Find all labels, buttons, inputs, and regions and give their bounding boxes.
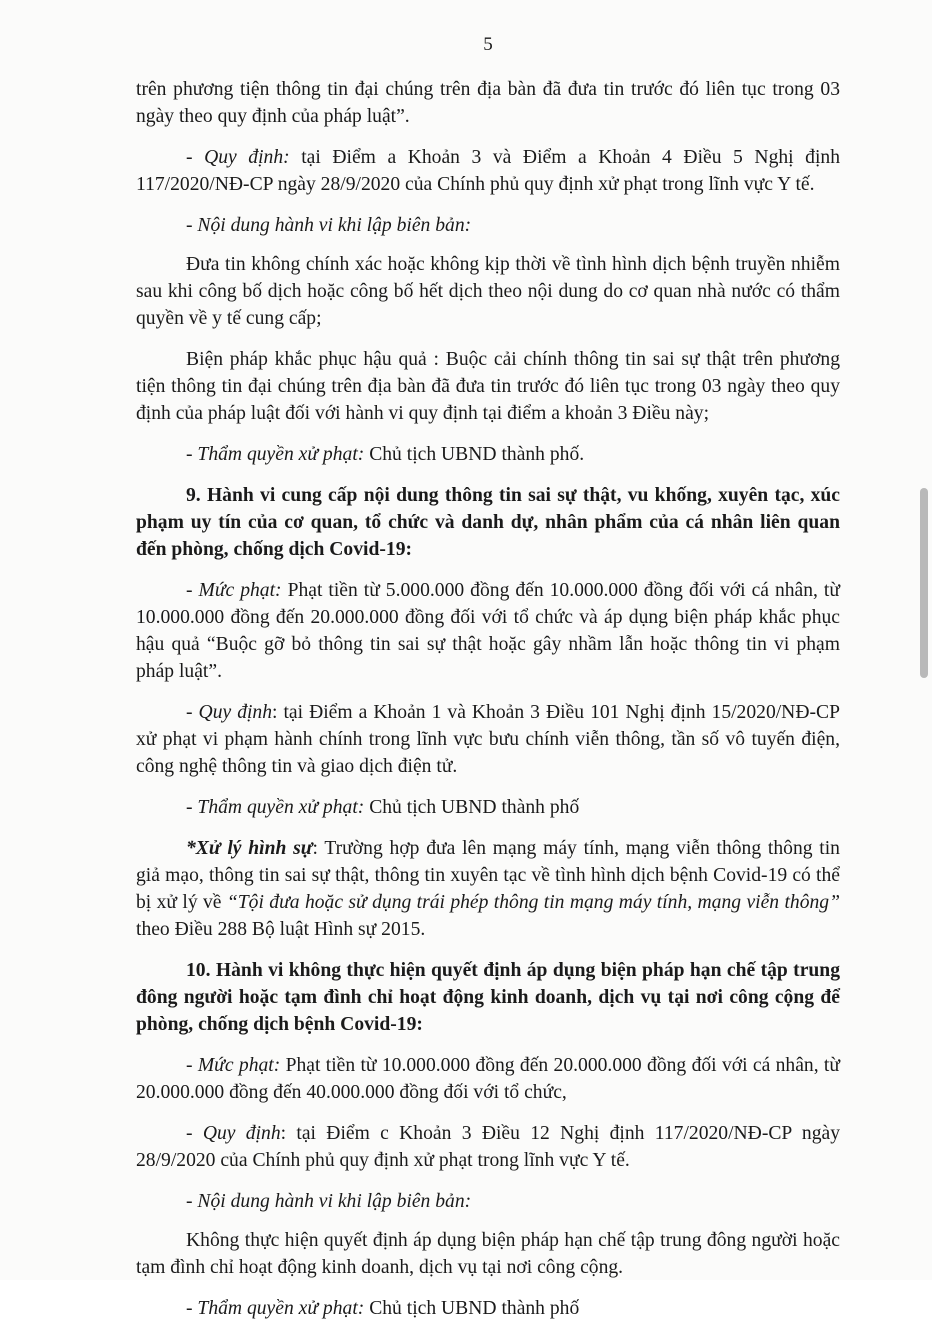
paragraph-regulation: - Quy định: tại Điểm c Khoản 3 Điều 12 Nghị định 117/2020/NĐ-CP ngày 28/9/2020 của Chính phủ quy định xử phạt trong lĩnh vực Y tế. [136, 1123, 840, 1171]
paragraph-authority: - Thẩm quyền xử phạt: Chủ tịch UBND thành phố [186, 797, 580, 818]
section-heading-9: 9. Hành vi cung cấp nội dung thông tin sai sự thật, vu khống, xuyên tạc, xúc phạm uy tín của cơ quan, tổ chức và danh dự, nhân phẩm của cá nhân liên quan đến phòng, chống dịch Covid-19: [136, 485, 840, 560]
paragraph-violation-content: Đưa tin không chính xác hoặc không kịp thời về tình hình dịch bệnh truyền nhiễm sau khi công bố dịch hoặc công bố hết dịch theo nội dung do cơ quan nhà nước có thẩm quyền về y tế cung cấp; [136, 254, 840, 329]
paragraph-regulation: - Quy định: tại Điểm a Khoản 1 và Khoản 3 Điều 101 Nghị định 15/2020/NĐ-CP xử phạt vi phạm hành chính trong lĩnh vực bưu chính viễn thông, tần số vô tuyến điện, công nghệ thông tin và giao dịch điện tử. [136, 702, 840, 777]
vertical-scrollbar[interactable] [920, 488, 928, 678]
paragraph-authority: - Thẩm quyền xử phạt: Chủ tịch UBND thành phố. [186, 444, 585, 465]
paragraph-continued: trên phương tiện thông tin đại chúng trên địa bàn đã đưa tin trước đó liên tục trong 03 ngày theo quy định của pháp luật”. [136, 79, 840, 127]
paragraph-penalty: - Mức phạt: Phạt tiền từ 5.000.000 đồng đến 10.000.000 đồng đối với cá nhân, từ 10.000.000 đồng đến 20.000.000 đồng đối với tổ chức và áp dụng biện pháp khắc phục hậu quả “Buộc gỡ bỏ thông tin sai sự thật hoặc gây nhầm lẫn hoặc thông tin vi phạm pháp luật”. [136, 580, 840, 682]
paragraph-penalty: - Mức phạt: Phạt tiền từ 10.000.000 đồng đến 20.000.000 đồng đối với cá nhân, từ 20.000.000 đồng đến 40.000.000 đồng đối với tổ chức, [136, 1055, 840, 1103]
paragraph-violation-content-label: - Nội dung hành vi khi lập biên bản: [186, 1191, 472, 1212]
paragraph-authority: - Thẩm quyền xử phạt: Chủ tịch UBND thành phố [186, 1298, 580, 1319]
document-body [136, 76, 840, 1336]
page-number: 5 [483, 34, 493, 55]
paragraph-remedy: Biện pháp khắc phục hậu quả : Buộc cải chính thông tin sai sự thật trên phương tiện thông tin đại chúng trên địa bàn đã đưa tin trước đó liên tục trong 03 ngày theo quy định của pháp luật đối với hành vi quy định tại điểm a khoản 3 Điều này; [136, 349, 840, 424]
paragraph-regulation: - Quy định: tại Điểm a Khoản 3 và Điểm a Khoản 4 Điều 5 Nghị định 117/2020/NĐ-CP ngày 28/9/2020 của Chính phủ quy định xử phạt trong lĩnh vực Y tế. [136, 147, 840, 195]
paragraph-violation-content-label: - Nội dung hành vi khi lập biên bản: [186, 215, 472, 236]
paragraph-criminal-handling: *Xử lý hình sự: Trường hợp đưa lên mạng máy tính, mạng viễn thông thông tin giả mạo, thông tin sai sự thật, thông tin xuyên tạc về tình hình dịch bệnh Covid-19 có thể bị xử lý về “Tội đưa hoặc sử dụng trái phép thông tin mạng máy tính, mạng viễn thông” theo Điều 288 Bộ luật Hình sự 2015. [136, 838, 840, 940]
section-heading-10: 10. Hành vi không thực hiện quyết định áp dụng biện pháp hạn chế tập trung đông người hoặc tạm đình chỉ hoạt động kinh doanh, dịch vụ tại nơi công cộng để phòng, chống dịch bệnh Covid-19: [136, 960, 840, 1035]
paragraph-violation-content: Không thực hiện quyết định áp dụng biện pháp hạn chế tập trung đông người hoặc tạm đình chỉ hoạt động kinh doanh, dịch vụ tại nơi công cộng. [136, 1230, 840, 1278]
